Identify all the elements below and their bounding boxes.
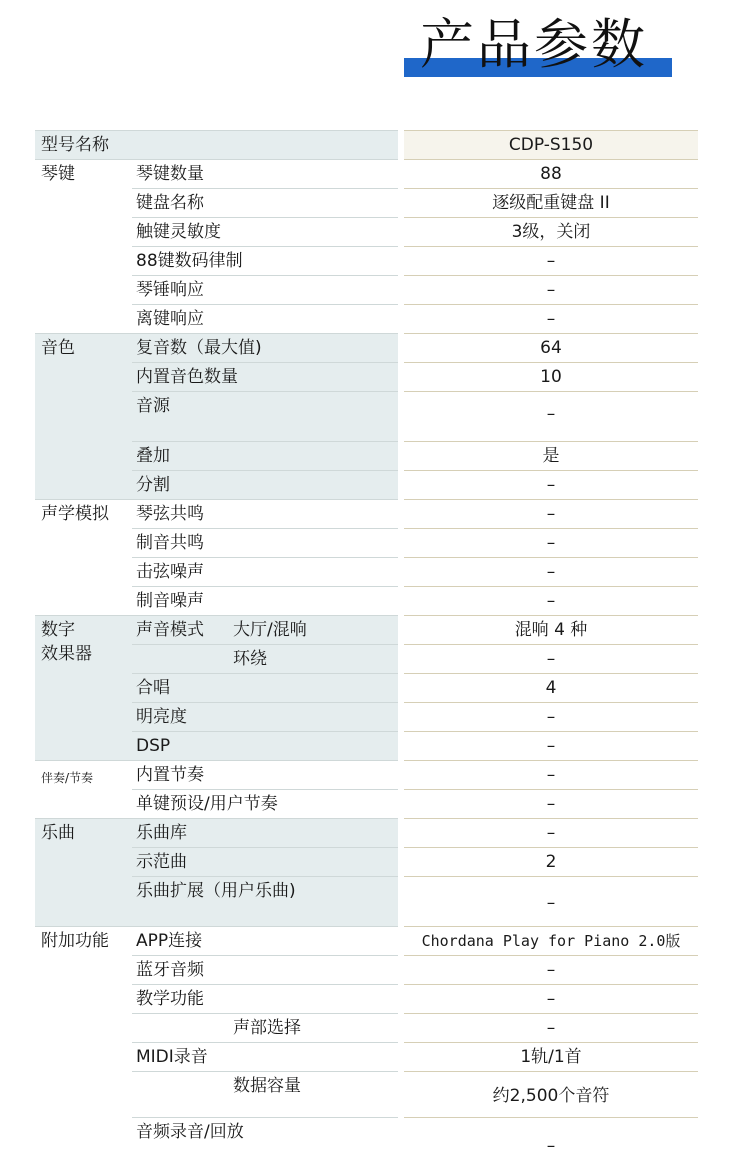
table-row (35, 818, 698, 847)
value-divider (404, 528, 698, 529)
value-divider (404, 955, 698, 956)
item-label: 蓝牙音频 (136, 960, 204, 980)
value-cell (404, 731, 698, 760)
value-divider (404, 926, 698, 927)
value-text: – (546, 475, 556, 495)
value-cell (404, 955, 698, 984)
row-divider (132, 362, 398, 363)
value-text: – (546, 504, 556, 524)
value-text: – (546, 893, 556, 913)
value-cell (404, 926, 698, 955)
category-label: 数字 效果器 (41, 620, 92, 664)
value-text: – (546, 1136, 556, 1156)
value-divider (404, 470, 698, 471)
value-cell (404, 818, 698, 847)
value-divider (404, 876, 698, 877)
table-row (35, 217, 698, 246)
value-cell (404, 441, 698, 470)
table-row (35, 586, 698, 615)
value-text: – (546, 591, 556, 611)
item-label: APP连接 (136, 931, 203, 951)
category-label: 附加功能 (41, 931, 109, 951)
item-label: 内置音色数量 (136, 367, 238, 387)
category-label: 乐曲 (41, 823, 75, 843)
item-label: 88键数码律制 (136, 251, 243, 271)
table-row (35, 731, 698, 760)
row-divider (132, 818, 398, 819)
table-row (35, 362, 698, 391)
value-divider (404, 557, 698, 558)
value-divider (404, 1042, 698, 1043)
value-cell (404, 362, 698, 391)
value-text: Chordana Play for Piano 2.0版 (421, 932, 681, 950)
value-divider (404, 760, 698, 761)
item-label: 离键响应 (136, 309, 204, 329)
value-text: – (546, 404, 556, 424)
category-label: 琴键 (41, 164, 75, 184)
row-divider (132, 847, 398, 848)
value-text: 是 (542, 446, 560, 466)
value-cell (404, 1042, 698, 1071)
page-header (0, 0, 730, 100)
row-divider (132, 499, 398, 500)
value-divider (404, 159, 698, 160)
item-label: 分割 (136, 475, 170, 495)
value-cell (404, 1071, 698, 1117)
item-label: DSP (136, 736, 171, 756)
item-label: 音源 (136, 396, 170, 416)
item-label: 制音噪声 (136, 591, 204, 611)
page-title: 产品参数 (420, 13, 648, 76)
table-top-border-value (404, 130, 698, 131)
table-row (35, 984, 698, 1013)
table-row (35, 876, 698, 926)
value-divider (404, 499, 698, 500)
value-text: 10 (540, 367, 562, 387)
table-row (35, 644, 698, 673)
value-text: 64 (540, 338, 562, 358)
value-divider (404, 188, 698, 189)
value-divider (404, 333, 698, 334)
row-divider (132, 926, 398, 927)
value-cell (404, 391, 698, 441)
value-text: – (546, 280, 556, 300)
value-text: 1轨/1首 (520, 1047, 582, 1067)
value-text: 混响 4 种 (514, 620, 588, 640)
value-text: – (546, 989, 556, 1009)
item-label: 合唱 (136, 678, 170, 698)
row-divider (132, 955, 398, 956)
row-divider (132, 1071, 398, 1072)
value-divider (404, 391, 698, 392)
item-label: 琴键数量 (136, 164, 204, 184)
item-label: 制音共鸣 (136, 533, 204, 553)
item-label: 琴弦共鸣 (136, 504, 204, 524)
table-row (35, 304, 698, 333)
model-value: CDP-S150 (508, 135, 594, 155)
table-row (35, 847, 698, 876)
value-cell (404, 275, 698, 304)
item-label: 复音数（最大值) (136, 338, 262, 358)
row-divider (132, 333, 398, 334)
value-cell (404, 470, 698, 499)
item-label: 叠加 (136, 446, 170, 466)
row-divider (132, 1013, 398, 1014)
row-divider (132, 615, 398, 616)
table-row (35, 673, 698, 702)
value-text: – (546, 533, 556, 553)
row-divider (132, 217, 398, 218)
row-divider (132, 760, 398, 761)
sub-item-label: 大厅/混响 (233, 620, 307, 640)
table-row (35, 159, 698, 188)
value-cell (404, 1013, 698, 1042)
row-divider (132, 644, 398, 645)
value-divider (404, 984, 698, 985)
value-cell (404, 304, 698, 333)
value-divider (404, 1071, 698, 1072)
value-cell (404, 188, 698, 217)
value-text: – (546, 649, 556, 669)
row-divider (132, 1042, 398, 1043)
item-label: 明亮度 (136, 707, 187, 727)
value-divider (404, 847, 698, 848)
value-divider (404, 702, 698, 703)
item-label: 示范曲 (136, 852, 187, 872)
value-cell (404, 847, 698, 876)
value-cell (404, 159, 698, 188)
row-divider (132, 673, 398, 674)
value-divider (404, 818, 698, 819)
value-divider (404, 441, 698, 442)
value-divider (404, 246, 698, 247)
value-text: – (546, 736, 556, 756)
table-row (35, 926, 698, 955)
table-row (35, 441, 698, 470)
value-text: – (546, 562, 556, 582)
category-label: 伴奏/节奏 (41, 771, 94, 785)
row-divider (132, 557, 398, 558)
item-label: 声音模式 (136, 620, 204, 640)
sub-item-label: 环绕 (233, 649, 267, 669)
table-row (35, 557, 698, 586)
model-label: 型号名称 (41, 135, 109, 155)
value-text: – (546, 765, 556, 785)
item-label: 触键灵敏度 (136, 222, 221, 242)
row-divider (132, 304, 398, 305)
item-label: 内置节奏 (136, 765, 204, 785)
value-divider (404, 362, 698, 363)
table-row (35, 615, 698, 644)
value-divider (404, 1117, 698, 1118)
value-text: 88 (540, 164, 562, 184)
value-cell (404, 673, 698, 702)
value-divider (404, 304, 698, 305)
value-text: – (546, 707, 556, 727)
table-row (35, 955, 698, 984)
value-divider (404, 1013, 698, 1014)
item-label: 乐曲库 (136, 823, 187, 843)
table-row (35, 528, 698, 557)
item-label: 教学功能 (136, 989, 204, 1009)
sub-item-label: 数据容量 (233, 1076, 301, 1096)
row-divider (132, 984, 398, 985)
value-divider (404, 615, 698, 616)
value-divider (404, 731, 698, 732)
value-text: – (546, 251, 556, 271)
table-row (35, 188, 698, 217)
row-divider (132, 275, 398, 276)
table-row (35, 1071, 698, 1117)
table-top-border (35, 130, 398, 131)
row-divider (132, 188, 398, 189)
value-text: – (546, 1018, 556, 1038)
value-text: – (546, 309, 556, 329)
value-cell (404, 217, 698, 246)
category-label: 音色 (41, 338, 75, 358)
value-cell (404, 984, 698, 1013)
table-row (35, 275, 698, 304)
value-cell (404, 789, 698, 818)
row-divider (132, 731, 398, 732)
item-label: 音频录音/回放 (136, 1122, 244, 1142)
value-divider (404, 586, 698, 587)
table-row (35, 246, 698, 275)
row-divider (132, 159, 398, 160)
value-divider (404, 275, 698, 276)
sub-item-label: 声部选择 (233, 1018, 301, 1038)
item-label: 单键预设/用户节奏 (136, 794, 278, 814)
table-row (35, 702, 698, 731)
value-cell (404, 333, 698, 362)
row-divider (132, 246, 398, 247)
category-label: 声学模拟 (41, 504, 109, 524)
value-cell (404, 760, 698, 789)
value-text: – (546, 823, 556, 843)
value-text: – (546, 960, 556, 980)
table-row (35, 470, 698, 499)
row-divider (132, 470, 398, 471)
value-cell (404, 1117, 698, 1157)
value-text: 逐级配重键盘 II (492, 193, 610, 213)
item-label: 击弦噪声 (136, 562, 204, 582)
table-row (35, 391, 698, 441)
table-row (35, 499, 698, 528)
table-row (35, 1117, 698, 1157)
value-cell (404, 586, 698, 615)
value-text: – (546, 794, 556, 814)
table-row (35, 789, 698, 818)
value-cell (404, 557, 698, 586)
table-row (35, 333, 698, 362)
value-cell (404, 528, 698, 557)
value-divider (404, 217, 698, 218)
value-cell (404, 615, 698, 644)
value-cell (404, 702, 698, 731)
value-cell (404, 246, 698, 275)
item-label: 琴锤响应 (136, 280, 204, 300)
table-row (35, 1013, 698, 1042)
value-text: 3级，关闭 (511, 222, 591, 242)
value-cell (404, 644, 698, 673)
value-cell (404, 499, 698, 528)
value-cell (404, 876, 698, 926)
row-divider (132, 1117, 398, 1118)
row-divider (132, 789, 398, 790)
value-divider (404, 789, 698, 790)
item-label: 乐曲扩展（用户乐曲) (136, 881, 296, 901)
row-divider (132, 441, 398, 442)
value-divider (404, 673, 698, 674)
value-text: 约2,500个音符 (492, 1086, 610, 1106)
value-divider (404, 644, 698, 645)
item-label: MIDI录音 (136, 1047, 208, 1067)
row-divider (132, 528, 398, 529)
row-divider (132, 391, 398, 392)
table-row (35, 760, 698, 789)
row-divider (132, 876, 398, 877)
table-row-model (35, 130, 698, 159)
item-label: 键盘名称 (136, 193, 204, 213)
row-divider (132, 586, 398, 587)
value-text: 2 (545, 852, 557, 872)
table-row (35, 1042, 698, 1071)
value-text: 4 (545, 678, 557, 698)
row-divider (132, 702, 398, 703)
